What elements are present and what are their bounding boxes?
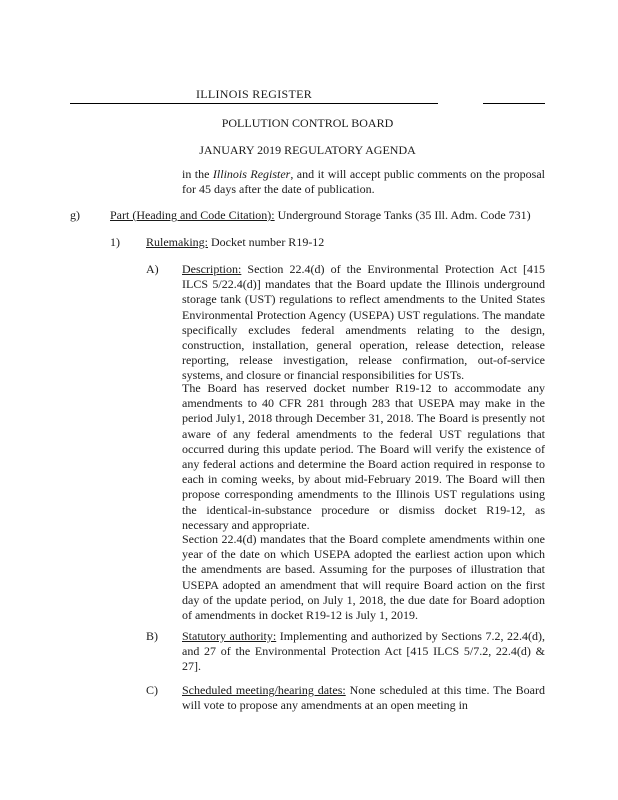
item-a-paragraph-2: The Board has reserved docket number R19-12 to accommodate any amendments to 40 CFR 281 through 283 that USEPA may make in the period July1, 2018 through December 31, 2018. The Board is presently not aware of any federal amendments to the federal UST regulations that occurred during this update period. The Board will verify the existence of any federal actions and determine the Board action required in response to each in coming weeks, by about mid-February 2019. The Board will then propose corresponding amendments to the Illinois UST regulations using the identical-in-substance procedure or dismiss docket R19-12, as necessary and appropriate. bbox=[182, 381, 545, 532]
continuation-paragraph bbox=[182, 167, 545, 197]
item-c-paragraph bbox=[182, 683, 545, 713]
item-1-marker: 1) bbox=[110, 235, 120, 249]
item-b-paragraph bbox=[182, 629, 545, 675]
item-g-marker: g) bbox=[70, 208, 80, 222]
item-c-text: None scheduled at this time. The Board will vote to propose any amendments at an open meeting in bbox=[182, 683, 545, 713]
header-rule-right bbox=[483, 103, 545, 104]
continuation-italic: Illinois Register bbox=[212, 167, 291, 181]
continuation-post: , and it will accept public comments on the proposal for 45 days after the date of publication. bbox=[182, 167, 546, 197]
header-rule-left bbox=[70, 103, 438, 104]
item-b-text: Implementing and authorized by Sections 7.2, 22.4(d), and 27 of the Environmental Protection Act [415 ILCS 5/7.2, 22.4(d) & 27]. bbox=[182, 629, 546, 674]
agenda-title: JANUARY 2019 REGULATORY AGENDA bbox=[199, 143, 416, 157]
item-c-heading: Scheduled meeting/hearing dates: bbox=[182, 683, 346, 697]
item-1-heading: Rulemaking: bbox=[146, 235, 208, 249]
board-title: POLLUTION CONTROL BOARD bbox=[221, 116, 394, 130]
item-a-marker: A) bbox=[146, 262, 159, 276]
item-a-text: Section 22.4(d) of the Environmental Protection Act [415 ILCS 5/22.4(d)] mandates that the Board update the Illinois underground storage tank (UST) regulations to reflect amendments to the United States Environmental Protection Agency (USEPA) UST regulations. The mandate specifically excludes federal amendments relating to the design, construction, installation, general operation, release detection, release reporting, release investigation, release confirmation, out-of-service systems, and closure or financial responsibilities for USTs. bbox=[182, 262, 545, 383]
item-b-heading: Statutory authority: bbox=[182, 629, 277, 643]
item-b-marker: B) bbox=[146, 629, 158, 643]
continuation-pre: in the bbox=[182, 167, 213, 181]
item-a-heading: Description: bbox=[182, 262, 242, 276]
item-a-paragraph bbox=[182, 262, 545, 384]
item-g-paragraph bbox=[110, 208, 550, 223]
item-a-paragraph-3: Section 22.4(d) mandates that the Board complete amendments within one year of the date on which USEPA adopted the earliest action upon which the amendments are based. Assuming for the purposes of illustration that USEPA adopted an amendment that will require Board action on the first day of the update period, on July 1, 2018, the due date for Board adoption of amendments in docket R19-12 is July 1, 2019. bbox=[182, 532, 545, 623]
item-1-paragraph bbox=[146, 235, 546, 250]
register-title: ILLINOIS REGISTER bbox=[195, 87, 313, 101]
item-c-marker: C) bbox=[146, 683, 158, 697]
item-g-text: Underground Storage Tanks (35 Ill. Adm. Code 731) bbox=[274, 208, 531, 222]
item-1-text: Docket number R19-12 bbox=[208, 235, 325, 249]
item-g-heading: Part (Heading and Code Citation): bbox=[110, 208, 275, 222]
